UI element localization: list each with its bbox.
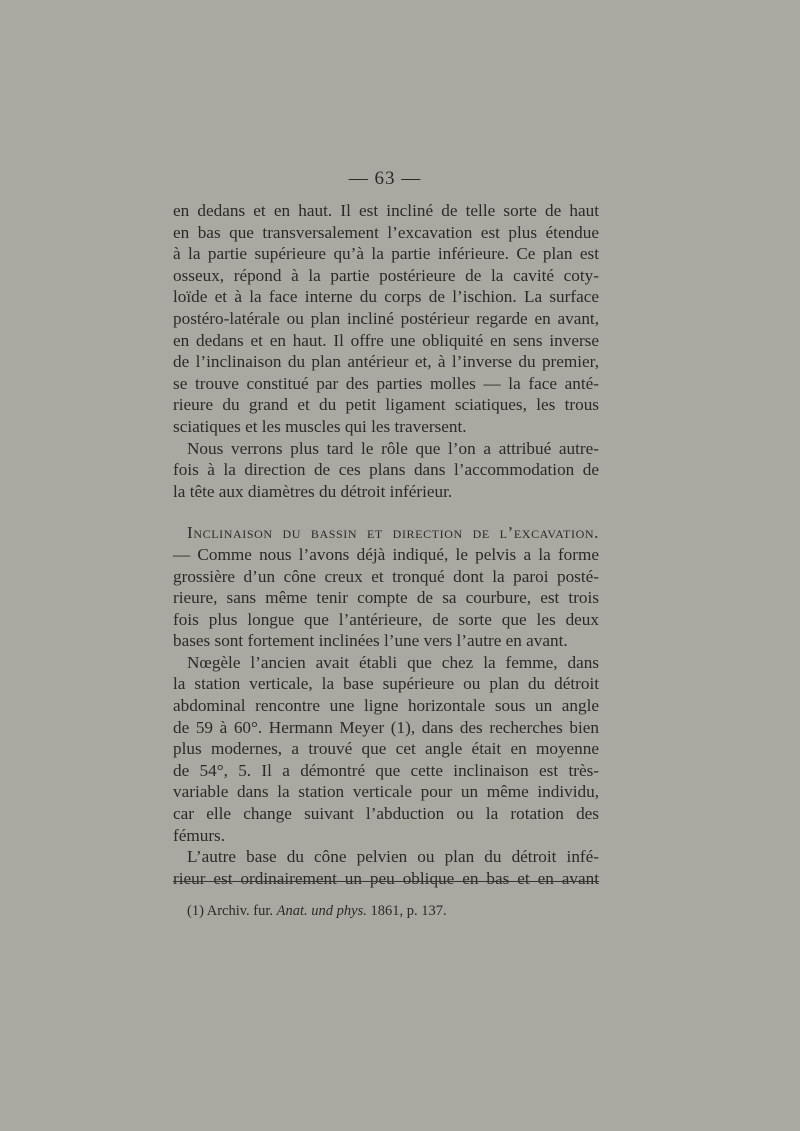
text-line: car elle change suivant l’abduction ou la rotation des — [173, 804, 599, 824]
text-line: de 54°, 5. Il a démontré que cette inclinaison est très- — [173, 760, 599, 780]
footnote-prefix: (1) Archiv. fur. — [187, 903, 277, 919]
text-line: plus modernes, a trouvé que cet angle était en moyenne — [173, 739, 599, 759]
text-line: en dedans et en haut. Il est incliné de telle sorte de haut — [173, 201, 599, 220]
footnote-suffix: 1861, p. 137. — [366, 903, 447, 919]
text-line: loïde et à la face interne du corps de l’ischion. La surface — [173, 287, 599, 307]
page-number: — 63 — — [348, 168, 422, 189]
section-heading — [173, 522, 599, 544]
text-line: variable dans la station verticale pour un même individu, — [173, 782, 599, 802]
text-line: Nous verrons plus tard le rôle que l’on a attribué autre- — [187, 438, 599, 458]
body-text — [173, 200, 599, 889]
section-block — [173, 522, 599, 652]
text-line: en dedans et en haut. Il offre une obliquité en sens inverse — [173, 330, 599, 350]
text-line: postéro-latérale ou plan incliné postérieur regarde en avant, — [173, 308, 599, 328]
text-line: en bas que transversalement l’excavation est plus étendue — [173, 222, 599, 242]
text-line: osseux, répond à la partie postérieure de la cavité coty- — [173, 265, 599, 285]
text-line: fémurs. — [173, 825, 226, 845]
paragraph — [173, 652, 599, 846]
text-line: de l’inclinaison du plan antérieur et, à l’inverse du premier, — [173, 352, 599, 372]
text-line: fois plus longue que l’antérieure, de sorte que les deux — [173, 609, 599, 629]
footnote-journal: Anat. und phys. — [276, 903, 367, 919]
section-heading-text: Inclinaison du bassin et direction de l’excavation. — [187, 523, 599, 543]
text-line: rieure du grand et du petit ligament sciatiques, les trous — [173, 395, 599, 415]
paragraph — [173, 200, 599, 438]
text-line: rieur est ordinairement un peu oblique en bas et en avant — [173, 868, 599, 888]
text-line: sciatiques et les muscles qui les traversent. — [173, 416, 467, 436]
footnote — [187, 903, 447, 920]
paragraph — [173, 846, 599, 889]
text-line: abdominal rencontre une ligne horizontale sous un angle — [173, 696, 599, 716]
text-line: fois à la direction de ces plans dans l’accommodation de — [173, 460, 599, 480]
text-line: la tête aux diamètres du détroit inférieur. — [173, 481, 453, 501]
text-line: de 59 à 60°. Hermann Meyer (1), dans des recherches bien — [173, 717, 599, 737]
text-line: à la partie supérieure qu’à la partie inférieure. Ce plan est — [173, 244, 599, 264]
text-line: rieure, sans même tenir compte de sa courbure, est trois — [173, 588, 599, 608]
text-line: bases sont fortement inclinées l’une vers l’autre en avant. — [173, 631, 568, 651]
text-line: L’autre base du cône pelvien ou plan du détroit infé- — [187, 847, 599, 867]
text-line: la station verticale, la base supérieure ou plan du détroit — [173, 674, 599, 694]
text-line: Nœgèle l’ancien avait établi que chez la femme, dans — [187, 652, 599, 672]
text-line: — Comme nous l’avons déjà indiqué, le pelvis a la forme — [173, 544, 599, 564]
text-line: grossière d’un cône creux et tronqué dont la paroi posté- — [173, 566, 599, 586]
section-gap — [173, 502, 599, 522]
paragraph — [173, 438, 599, 503]
text-line: se trouve constitué par des parties molles — la face anté- — [173, 373, 599, 393]
footnote-divider — [173, 881, 599, 882]
